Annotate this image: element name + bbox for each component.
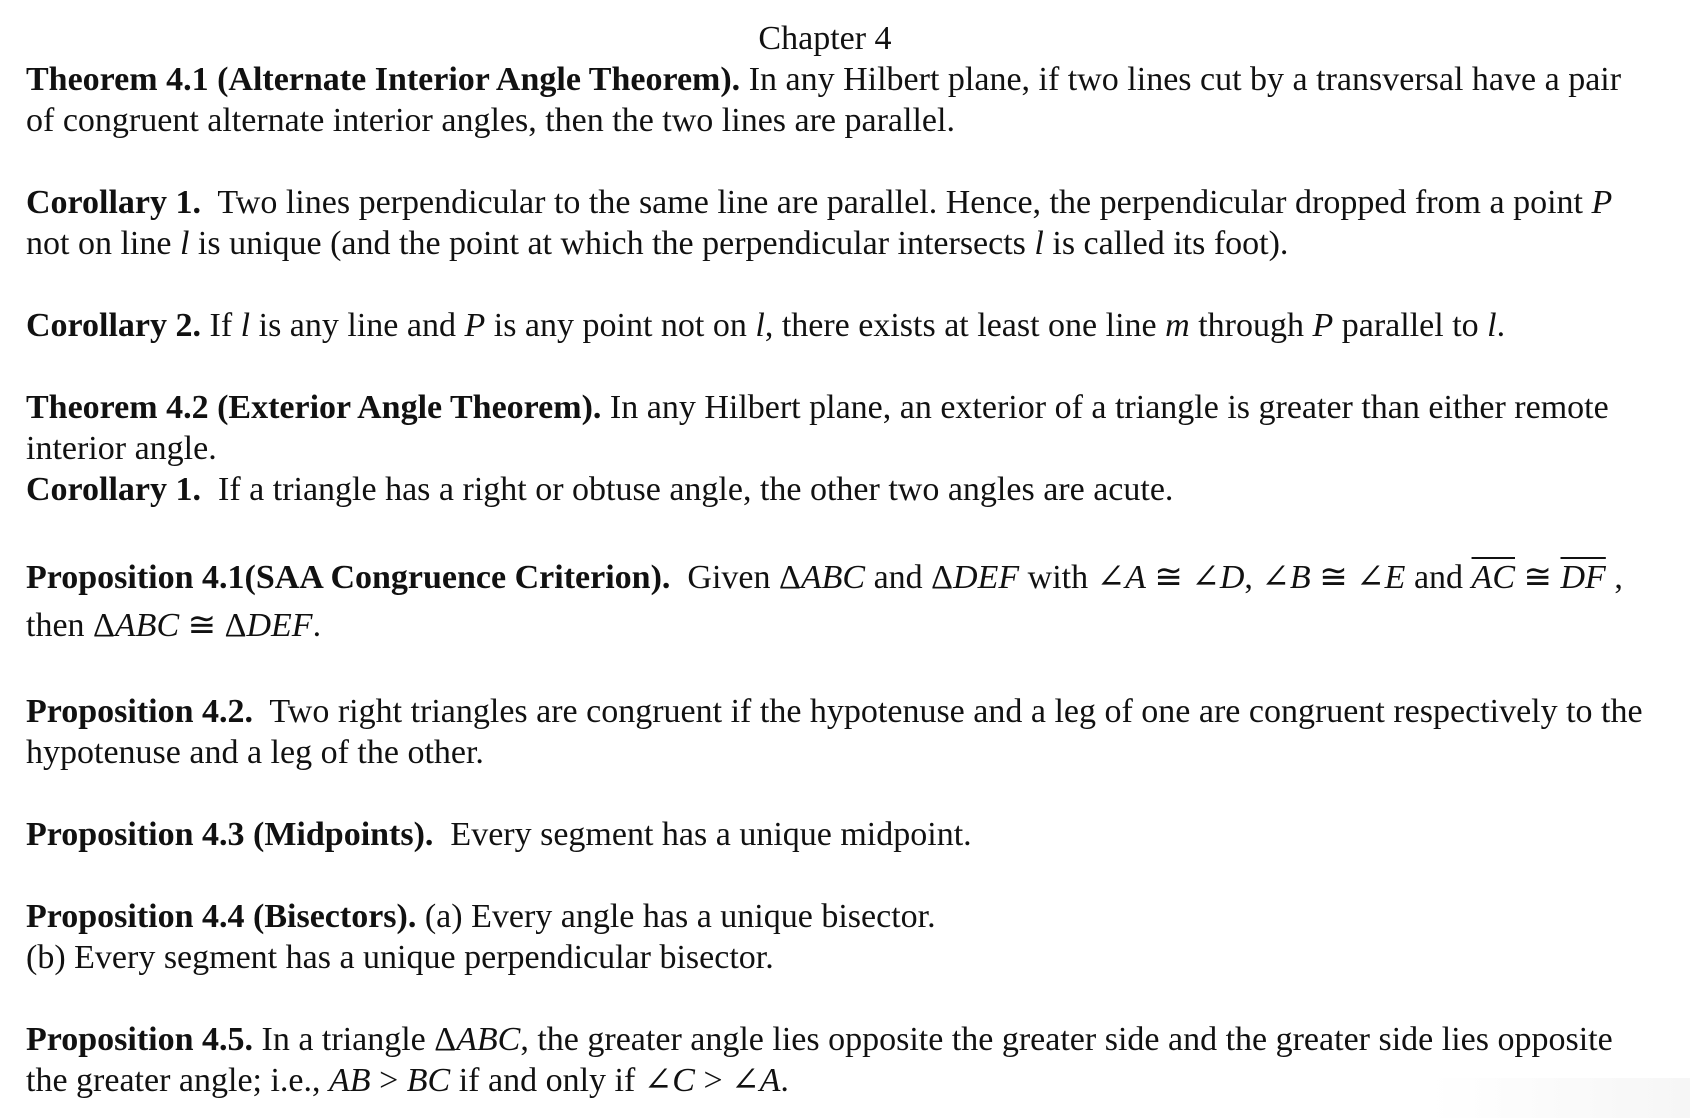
proposition-4-5-label: Proposition 4.5. [26,1021,254,1058]
corollary-4-1-1: Corollary 1. Two lines perpendicular to the same line are parallel. Hence, the perpendicular dropped from a point P not on line l is unique (and the point at which the perpendicular intersects l is called its foot). [26,184,1613,262]
corollary-4-2-1 [26,469,1656,510]
segment-ac: $\overline{AC}$ [1471,559,1515,596]
theorem-4-1-label: Theorem 4.1 (Alternate Interior Angle Theorem). [26,61,741,98]
theorem-4-1 [26,59,1656,141]
theorem-4-2 [26,387,1656,469]
proposition-4-2 [26,691,1656,773]
segment-df: $\overline{DF}$ [1560,559,1606,596]
corollary-4-2-1-label: Corollary 1. [26,471,202,508]
theorem-4-2-text: In any Hilbert plane, an exterior of a triangle is greater than either remote interior angle. [26,389,1609,467]
proposition-4-4-b: (b) Every segment has a unique perpendicular bisector. [26,939,774,976]
corollary-4-1-2-label: Corollary 2. [26,307,202,344]
proposition-4-4-label: Proposition 4.4 (Bisectors). [26,898,417,935]
theorem-4-2-label: Theorem 4.2 (Exterior Angle Theorem). [26,389,602,426]
corollary-4-1-1-label: Corollary 1. [26,184,202,221]
document-page [26,18,1656,1101]
proposition-4-4-text-a: (a) Every angle has a unique bisector. [424,898,936,935]
corollary-4-1-2: Corollary 2. If l is any line and P is any point not on l, there exists at least one line m through P parallel to l. [26,307,1506,344]
proposition-4-2-text: Two right triangles are congruent if the hypotenuse and a leg of one are congruent respectively to the hypotenuse and a leg of the other. [26,693,1643,771]
proposition-4-5: Proposition 4.5. In a triangle ΔABC, the greater angle lies opposite the greater side and the greater side lies opposite the greater angle; i.e., AB > BC if and only if ∠C > ∠A. [26,1021,1613,1099]
proposition-4-3-label: Proposition 4.3 (Midpoints). [26,816,434,853]
proposition-4-1: Proposition 4.1(SAA Congruence Criterion). Given ΔABC and ΔDEF with ∠A ≅ ∠D, ∠B ≅ ∠E and $\overline{AC}$ ≅ $\overline{DF}$ , then ΔABC ≅ ΔDEF. [26,559,1623,644]
proposition-4-3-text: Every segment has a unique midpoint. [450,816,972,853]
proposition-4-1-label: Proposition 4.1(SAA Congruence Criterion). [26,559,671,596]
theorem-4-1-text: In any Hilbert plane, if two lines cut by a transversal have a pair of congruent alternate interior angles, then the two lines are parallel. [26,61,1622,139]
proposition-4-4 [26,896,1656,937]
proposition-4-3 [26,814,1656,855]
proposition-4-2-label: Proposition 4.2. [26,693,254,730]
corollary-4-2-1-text: If a triangle has a right or obtuse angle, the other two angles are acute. [218,471,1174,508]
page-corner-shade [1430,1078,1690,1118]
chapter-title: Chapter 4 [758,20,892,57]
